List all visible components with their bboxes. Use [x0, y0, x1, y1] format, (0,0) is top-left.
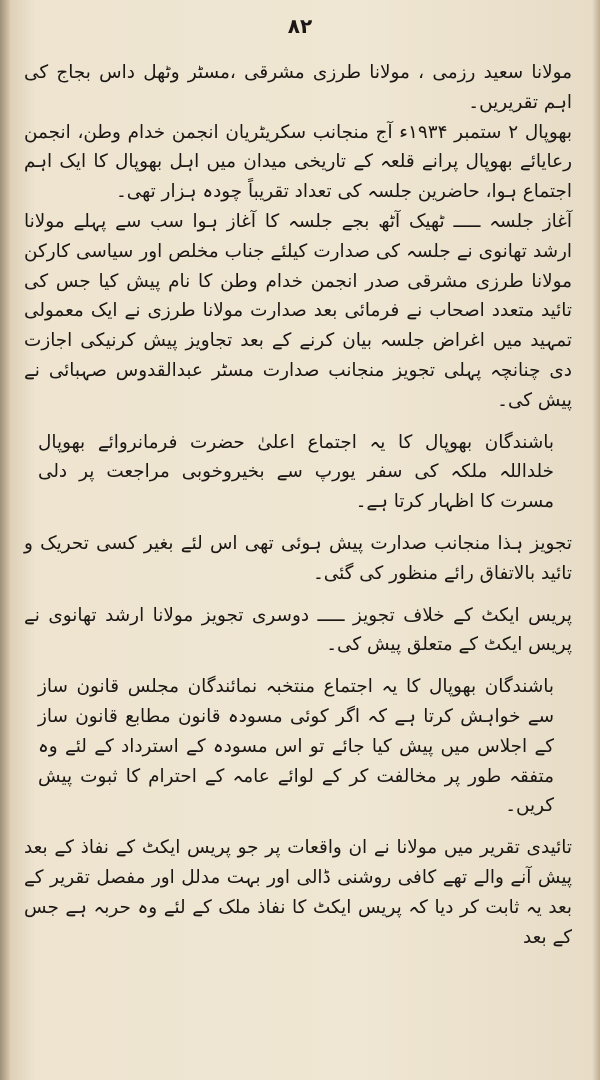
- page-binding-shadow: [0, 0, 10, 1080]
- paragraph-speakers: مولانا سعید رزمی ، مولانا طرزی مشرقی ،مسٹر وٹھل داس بجاج کی اہم تقریریں۔: [24, 62, 572, 113]
- paragraph-resolution-approved: تجویز ہذا منجانب صدارت پیش ہوئی تھی اس لئے بغیر کسی تحریک و تائید بالاتفاق رائے منظور کی گئی۔: [24, 532, 572, 584]
- resolution-one-quote: باشندگان بھوپال کا یہ اجتماع اعلیٰ حضرت فرمانروائے بھوپال خلداللہ ملکہ کی سفر یورپ سے بخیروخوبی مراجعت پر دلی مسرت کا اظہار کرتا ہے۔: [38, 431, 554, 513]
- page-number: ۸۲: [287, 14, 313, 38]
- page-body: [24, 58, 572, 952]
- resolution-two-quote: باشندگان بھوپال کا یہ اجتماع منتخبہ نمائندگان مجلس قانون ساز سے خواہش کرتا ہے کہ اگر کوئی مسودہ قانون مطابع قانون ساز کے اجلاس میں پیش کیا جائے تو اس مسودہ کے استرداد کے لئے وہ متفقہ طور پر مخالفت کر کے لوائے عامہ کے احترام کا ثبوت پیش کریں۔: [38, 676, 554, 817]
- page-edge: [592, 0, 600, 1080]
- paragraph-supporting-speech: تائیدی تقریر میں مولانا نے ان واقعات پر جو پریس ایکٹ کے نفاذ کے بعد پیش آنے والے تھے کافی روشنی ڈالی اور بہت مدلل اور مفصل تقریر کے بعد یہ ثابت کر دیا کہ پریس ایکٹ کا نفاذ ملک کے لئے وہ حربہ ہے جس کے بعد: [24, 837, 572, 948]
- paragraph-dateline: بھوپال ۲ ستمبر ۱۹۳۴ء آج منجانب سکریٹریان انجمن خدام وطن، انجمن رعایائے بھوپال پرانے قلعہ کے تاریخی میدان میں اہل بھوپال کا ایک اہم اجتماع ہوا، حاضرین جلسہ کی تعداد تقریباً چودہ ہزار تھی۔: [24, 121, 572, 203]
- paragraph-press-act-heading: پریس ایکٹ کے خلاف تجویز ـــــ دوسری تجویز مولانا ارشد تھانوی نے پریس ایکٹ کے متعلق پیش کی۔: [24, 604, 572, 656]
- paragraph-opening: آغاز جلسہ ـــــ ٹھیک آٹھ بجے جلسہ کا آغاز ہوا سب سے پہلے مولانا ارشد تھانوی نے جلسہ کی صدارت کیلئے جناب مخلص اور سیاسی کارکن مولانا طرزی مشرقی صدر انجمن خدام وطن کا نام پیش کیا جس کی تائید متعدد اصحاب نے فرمائی بعد صدارت مولانا طرزی نے ایک معمولی تمہید میں اغراض جلسہ بیان کرنے کے بعد تجاویز پیش کرنیکی اجازت دی چنانچہ پہلی تجویز منجانب صدارت مسٹر عبدالقدوس صہبائی نے پیش کی۔: [24, 210, 572, 411]
